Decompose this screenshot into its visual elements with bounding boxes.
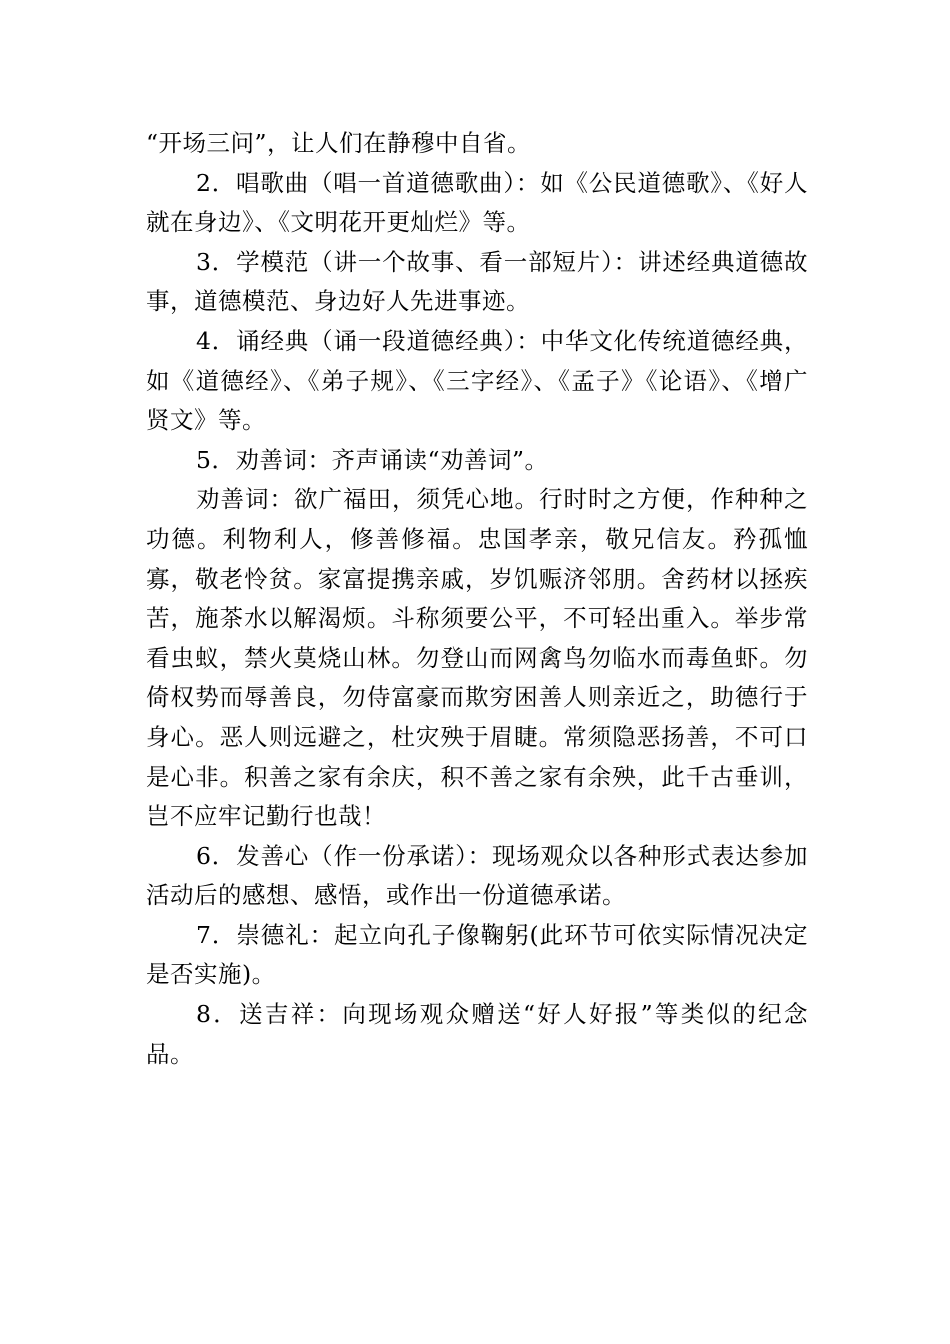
- paragraph-good-heart: 6．发善心（作一份承诺）：现场观众以各种形式表达参加活动后的感想、感悟，或作出一份道德承诺。: [146, 841, 808, 910]
- paragraph-virtue-ritual: 7．崇德礼：起立向孔子像鞠躬(此环节可依实际情况决定是否实施)。: [146, 920, 808, 989]
- paragraph-sing-songs: 2．唱歌曲（唱一首道德歌曲）：如《公民道德歌》、《好人就在身边》、《文明花开更灿烂》等。: [146, 168, 808, 237]
- paragraph-send-blessings: 8．送吉祥：向现场观众赠送“好人好报”等类似的纪念品。: [146, 1000, 808, 1068]
- document-body: [146, 124, 808, 1074]
- paragraph-learn-models: 3．学模范（讲一个故事、看一部短片）：讲述经典道德故事，道德模范、身边好人先进事迹。: [146, 247, 808, 316]
- paragraph-opening-questions: “开场三问”，让人们在静穆中自省。: [146, 129, 532, 157]
- paragraph-exhortation-intro: 5．劝善词：齐声诵读“劝善词”。: [196, 445, 549, 474]
- paragraph-exhortation-text: 劝善词：欲广福田，须凭心地。行时时之方便，作种种之功德。利物利人，修善修福。忠国孝亲，敬兄信友。矜孤恤寡，敬老怜贫。家富提携亲戚，岁饥赈济邻朋。舍药材以拯疾苦，施茶水以解渴烦。斗称须要公平，不可轻出重入。举步常看虫蚁，禁火莫烧山林。勿登山而网禽鸟勿临水而毒鱼虾。勿倚权势而辱善良，勿侍富豪而欺穷困善人则亲近之，助德行于身心。恶人则远避之，杜灾殃于眉睫。常须隐恶扬善，不可口是心非。积善之家有余庆，积不善之家有余殃，此千古垂训，岂不应牢记勤行也哉！: [146, 485, 808, 831]
- paragraph-recite-classics: 4．诵经典（诵一段道德经典）：中华文化传统道德经典，如《道德经》、《弟子规》、《三字经》、《孟子》《论语》、《增广贤文》等。: [146, 326, 808, 435]
